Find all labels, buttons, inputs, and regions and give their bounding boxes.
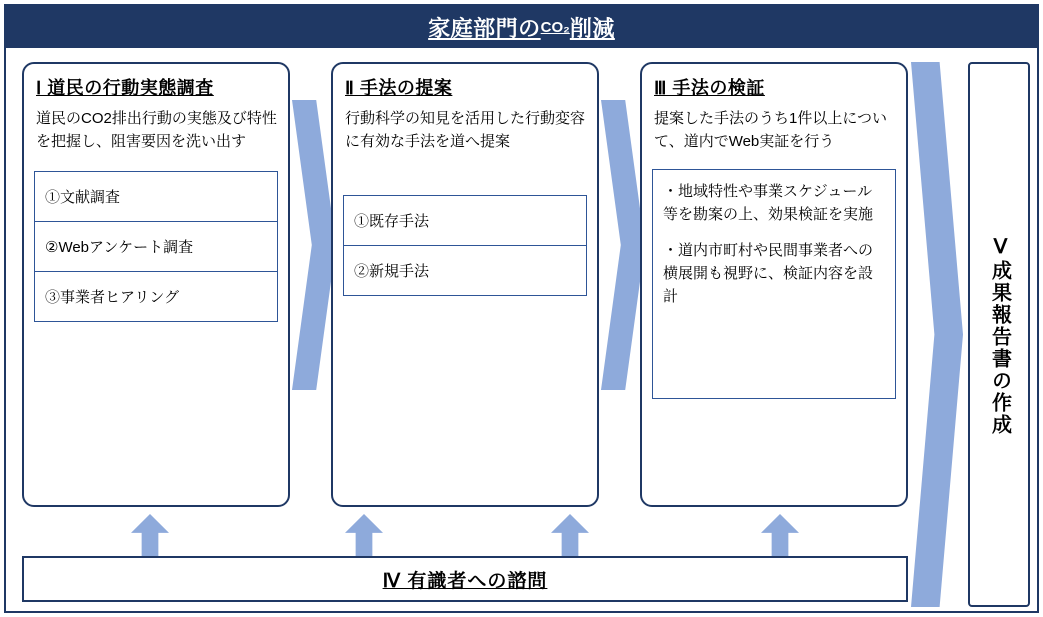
column-card-1[interactable] — [22, 62, 290, 507]
final-report-card[interactable] — [968, 62, 1030, 607]
column-card-2[interactable] — [331, 62, 599, 507]
column-description-3: 提案した手法のうち1件以上について、道内でWeb実証を行う — [654, 110, 888, 150]
diagram-title-bar — [6, 6, 1037, 48]
column-1-item-1[interactable]: ①文献調査 — [35, 172, 277, 222]
column-2-item-1[interactable]: ①既存手法 — [344, 196, 586, 246]
column-card-3[interactable] — [640, 62, 908, 507]
column-description-1: 道民のCO2排出行動の実態及び特性を把握し、阻害要因を洗い出す — [36, 110, 277, 150]
final-report-label: Ⅴ成果報告書の作成 — [988, 233, 1011, 436]
column-3-bullet-group — [652, 169, 896, 399]
column-heading-1: Ⅰ 道民の行動実態調査 — [36, 78, 214, 98]
column-1-item-2[interactable]: ②Webアンケート調査 — [35, 222, 277, 272]
advisory-bar[interactable] — [22, 556, 908, 602]
page-title-tail: 削減 — [569, 15, 615, 41]
column-2-subbox-group — [343, 195, 587, 296]
advisory-bar-label: Ⅳ 有識者への諮問 — [382, 570, 548, 592]
page-title: 家庭部門の — [428, 15, 541, 41]
column-3-bullet-1: ・地域特性や事業スケジュール等を勘案の上、効果検証を実施 — [663, 183, 874, 224]
column-description-2: 行動科学の知見を活用した行動変容に有効な手法を道へ提案 — [345, 110, 586, 150]
column-3-bullet-2: ・道内市町村や民間事業者への横展開も視野に、検証内容を設計 — [663, 241, 874, 305]
column-2-item-2[interactable]: ②新規手法 — [354, 263, 430, 280]
column-1-item-3[interactable]: ③事業者ヒアリング — [45, 289, 180, 306]
page-title-sub: CO₂ — [540, 18, 570, 36]
column-heading-3: Ⅲ 手法の検証 — [654, 78, 765, 98]
column-heading-2: Ⅱ 手法の提案 — [345, 78, 453, 98]
column-1-subbox-group — [34, 171, 278, 322]
